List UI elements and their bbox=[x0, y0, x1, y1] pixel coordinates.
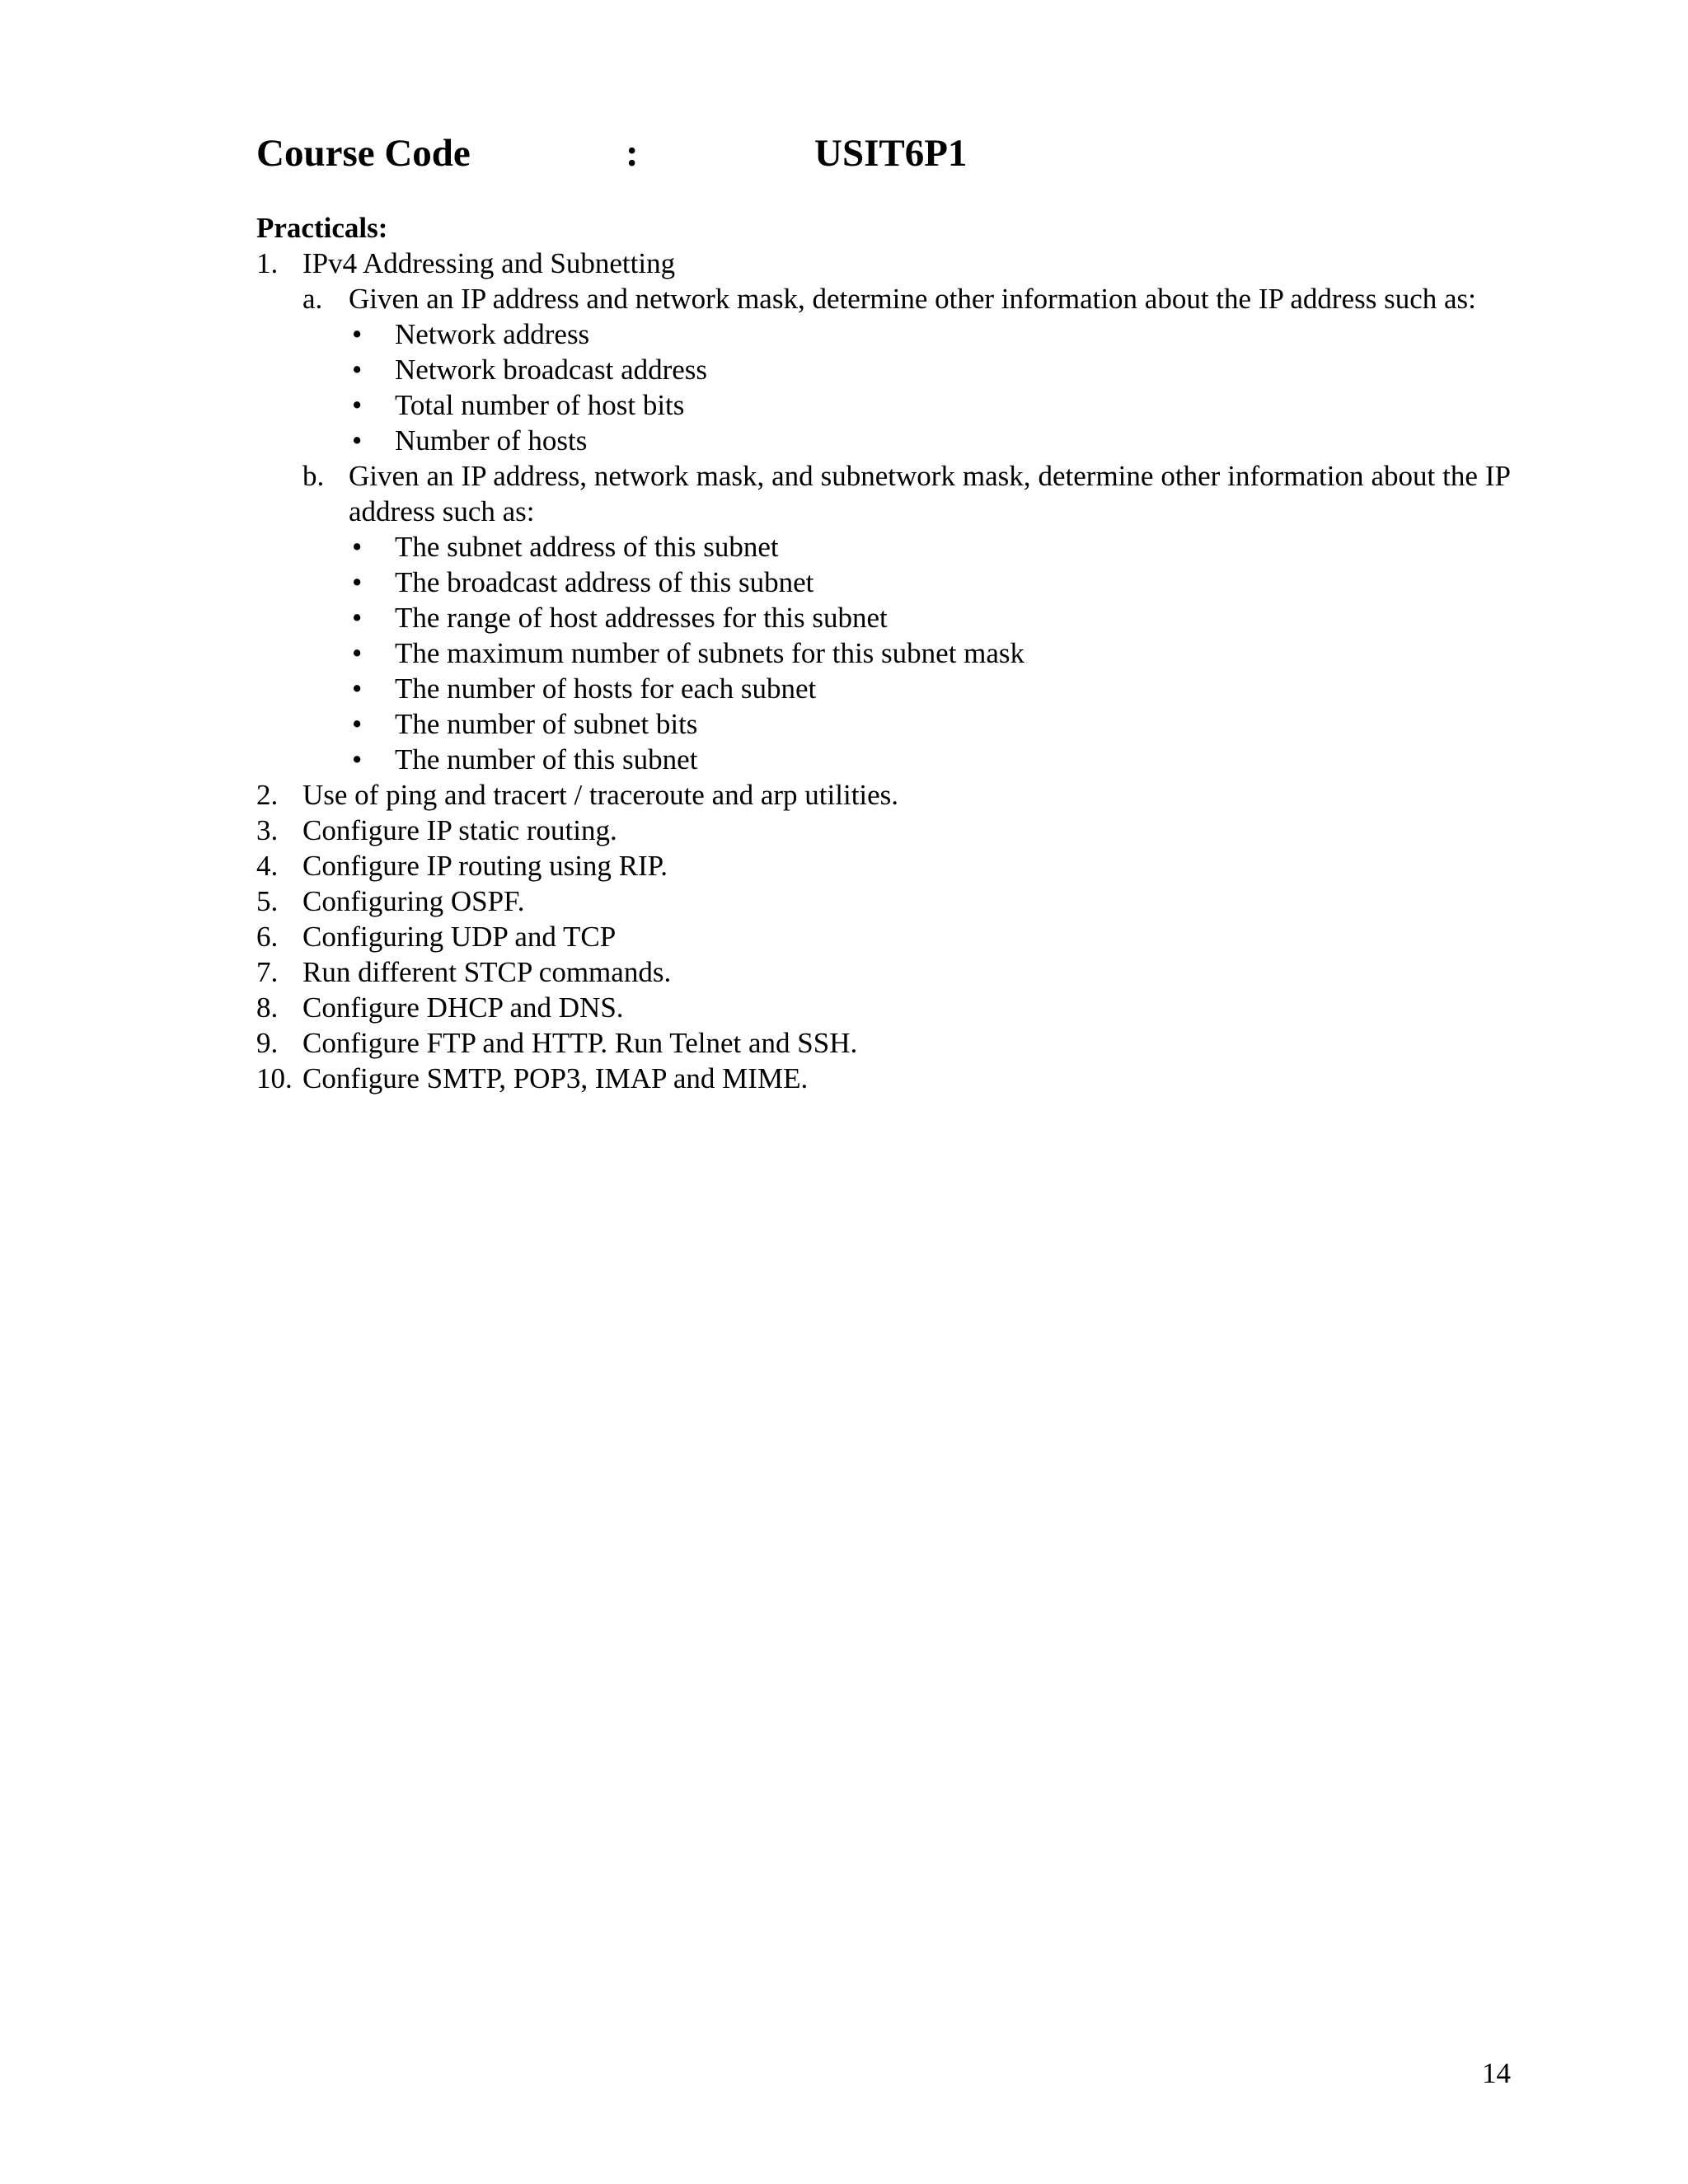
practical-item-text: Configure IP routing using RIP. bbox=[302, 850, 668, 882]
bullet-item bbox=[349, 352, 1511, 387]
bullet-item bbox=[349, 387, 1511, 423]
practical-item-number: 7. bbox=[256, 956, 279, 988]
practicals-title: Practicals: bbox=[256, 212, 388, 244]
practicals-list bbox=[256, 246, 1511, 1096]
bullet-icon: • bbox=[352, 566, 363, 598]
bullet-icon: • bbox=[352, 743, 363, 776]
bullet-text: Number of hosts bbox=[395, 424, 588, 457]
practical-item bbox=[256, 848, 1511, 883]
practical-item-number: 6. bbox=[256, 921, 279, 953]
bullet-item bbox=[349, 529, 1511, 565]
bullet-text: Network broadcast address bbox=[395, 354, 708, 386]
practical-subitem-letter: b. bbox=[302, 460, 325, 492]
practical-item bbox=[256, 813, 1511, 848]
bullet-icon: • bbox=[352, 673, 363, 705]
practical-item bbox=[256, 954, 1511, 990]
practicals-section bbox=[256, 210, 1511, 1096]
practical-item-text: Configuring OSPF. bbox=[302, 885, 525, 917]
bullet-item bbox=[349, 600, 1511, 635]
bullet-icon: • bbox=[352, 424, 363, 457]
bullet-text: The number of subnet bits bbox=[395, 708, 698, 740]
practical-item-text: Configure FTP and HTTP. Run Telnet and SSH. bbox=[302, 1027, 858, 1059]
practical-item-number: 2. bbox=[256, 779, 279, 811]
bullet-text: The broadcast address of this subnet bbox=[395, 566, 814, 598]
practical-item-number: 10. bbox=[256, 1062, 293, 1094]
practical-item-number: 5. bbox=[256, 885, 279, 917]
page-number: 14 bbox=[1482, 2057, 1511, 2089]
bullet-item bbox=[349, 316, 1511, 352]
bullet-text: Total number of host bits bbox=[395, 389, 685, 421]
bullet-item bbox=[349, 671, 1511, 706]
practical-subitem bbox=[302, 458, 1511, 777]
practical-item bbox=[256, 1025, 1511, 1061]
bullet-icon: • bbox=[352, 389, 363, 421]
bullet-item bbox=[349, 565, 1511, 600]
bullet-text: The maximum number of subnets for this subnet mask bbox=[395, 637, 1025, 669]
practical-subitem-text: Given an IP address, network mask, and subnetwork mask, determine other information about the IP address such as: bbox=[349, 460, 1511, 527]
course-code-value: USIT6P1 bbox=[814, 132, 968, 175]
bullet-list bbox=[349, 316, 1511, 458]
bullet-list bbox=[349, 529, 1511, 777]
bullet-icon: • bbox=[352, 354, 363, 386]
practical-item bbox=[256, 883, 1511, 919]
practical-item-text: Configure DHCP and DNS. bbox=[302, 991, 624, 1024]
practical-item-number: 4. bbox=[256, 850, 279, 882]
course-code-separator: : bbox=[626, 132, 639, 175]
bullet-text: The number of hosts for each subnet bbox=[395, 673, 817, 705]
practical-item bbox=[256, 990, 1511, 1025]
practical-subitem-list bbox=[302, 281, 1511, 777]
practical-item bbox=[256, 777, 1511, 813]
practical-subitem-text: Given an IP address and network mask, determine other information about the IP address such as: bbox=[349, 283, 1476, 315]
practical-item-text: IPv4 Addressing and Subnetting bbox=[302, 247, 676, 279]
bullet-item bbox=[349, 635, 1511, 671]
bullet-text: The range of host addresses for this subnet bbox=[395, 602, 888, 634]
bullet-text: Network address bbox=[395, 318, 590, 350]
practical-item-text: Configure SMTP, POP3, IMAP and MIME. bbox=[302, 1062, 809, 1094]
bullet-icon: • bbox=[352, 531, 363, 563]
bullet-icon: • bbox=[352, 318, 363, 350]
bullet-icon: • bbox=[352, 602, 363, 634]
practical-subitem bbox=[302, 281, 1511, 458]
bullet-text: The number of this subnet bbox=[395, 743, 698, 776]
bullet-item bbox=[349, 423, 1511, 458]
practical-item bbox=[256, 919, 1511, 954]
course-code-heading bbox=[256, 130, 968, 176]
practical-item-text: Configure IP static routing. bbox=[302, 814, 617, 846]
practical-item-text: Use of ping and tracert / traceroute and arp utilities. bbox=[302, 779, 899, 811]
practical-item bbox=[256, 1061, 1511, 1096]
practical-item-text: Run different STCP commands. bbox=[302, 956, 672, 988]
practical-item-number: 8. bbox=[256, 991, 279, 1024]
course-code-label: Course Code bbox=[256, 132, 471, 175]
bullet-item bbox=[349, 742, 1511, 777]
practical-item-number: 3. bbox=[256, 814, 279, 846]
bullet-icon: • bbox=[352, 637, 363, 669]
bullet-text: The subnet address of this subnet bbox=[395, 531, 779, 563]
practical-item-number: 9. bbox=[256, 1027, 279, 1059]
bullet-item bbox=[349, 706, 1511, 742]
bullet-icon: • bbox=[352, 708, 363, 740]
practical-item-text: Configuring UDP and TCP bbox=[302, 921, 617, 953]
practical-subitem-letter: a. bbox=[302, 283, 323, 315]
practical-item bbox=[256, 246, 1511, 777]
practical-item-number: 1. bbox=[256, 247, 279, 279]
